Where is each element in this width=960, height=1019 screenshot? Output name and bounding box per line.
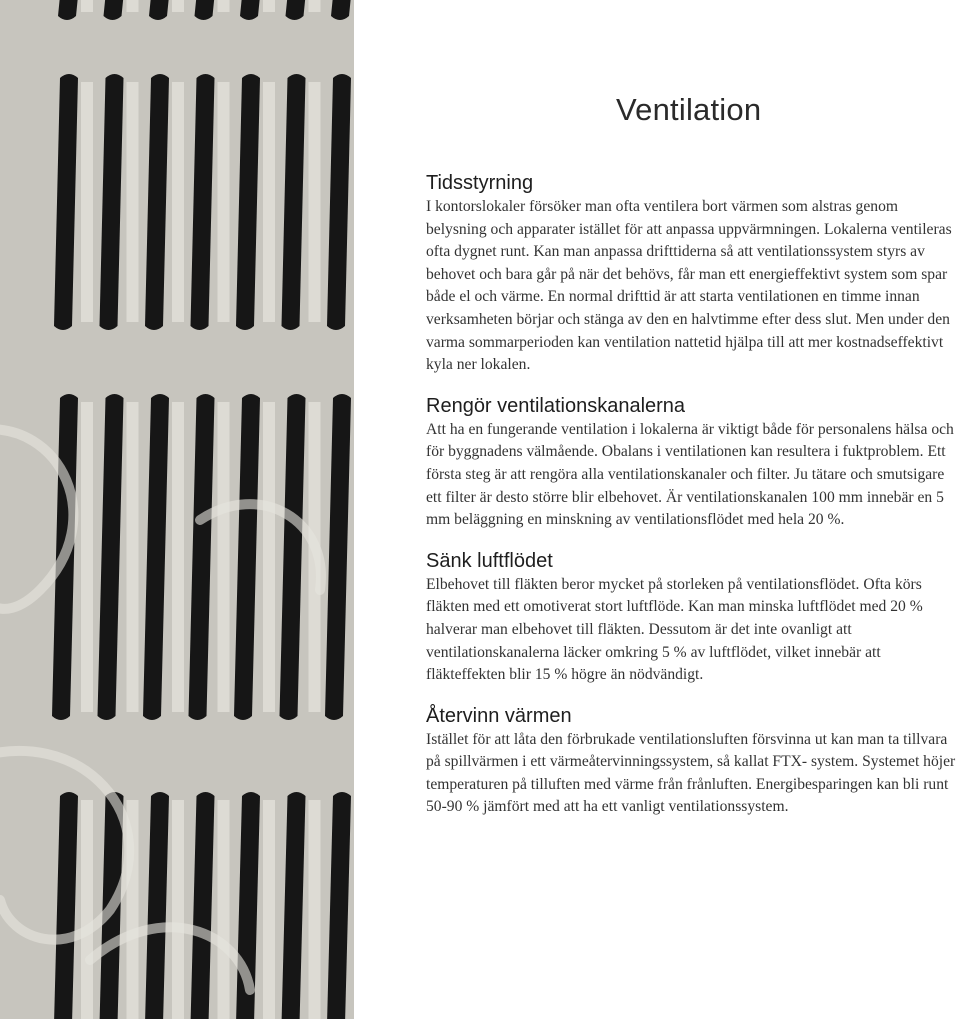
page-title: Ventilation: [616, 92, 762, 127]
grille-illustration: [0, 0, 354, 1019]
slot-highlight: [263, 800, 275, 1019]
article-content: [426, 170, 960, 835]
slot-highlight: [81, 402, 93, 712]
slot-highlight: [172, 82, 184, 322]
section-heading: Återvinn värmen: [426, 704, 572, 727]
slot-highlight: [172, 800, 184, 1019]
slot-highlight: [172, 0, 184, 12]
slot-highlight: [81, 82, 93, 322]
section-body: Elbehovet till fläkten beror mycket på storleken på ventilationsflödet. Ofta körs fläkten med ett omotiverat stort luftflöde. Kan man minska luftflödet med 20 % halverar man elbehovet till fläkten. Dessutom är det inte ovanligt att ventilationskanalerna läcker omkring 5 % av luftflödet, vilket innebär att fläkteffekten blir 15 % högre än nödvändigt.: [426, 575, 923, 684]
slot-highlight: [218, 82, 230, 322]
section-heading: Tidsstyrning: [426, 172, 534, 194]
section-body: Att ha en fungerande ventilation i lokalerna är viktigt både för personalens hälsa och för byggnadens välmående. Obalans i ventilationen kan resultera i fuktproblem. Ett första steg är att rengöra alla ventilationskanaler och filter. Ju tätare och smutsigare ett filter är desto större blir elbehovet. Är ventilationskanalen 100 mm innebär en 5 mm beläggning en minskning av ventilationsflödet med hela 20 %.: [426, 420, 954, 529]
slot-highlight: [263, 402, 275, 712]
slot-highlight: [127, 82, 139, 322]
slot-highlight: [172, 402, 184, 712]
section-body: Istället för att låta den förbrukade ventilationsluften försvinna ut kan man ta tillvara på spillvärmen i ett värmeåtervinningssystem, så kallat FTX- system. Systemet höjer temperaturen på tilluften med värme från frånluften. Energibesparingen kan bli runt 50-90 % jämfört med att ha ett vanligt ventilationssystem.: [426, 730, 956, 816]
slot-highlight: [127, 0, 139, 12]
slot-highlight: [309, 82, 321, 322]
section-rengor: [426, 393, 960, 532]
slot-highlight: [81, 800, 93, 1019]
slot-highlight: [218, 402, 230, 712]
slot-highlight: [309, 0, 321, 12]
slot-highlight: [218, 0, 230, 12]
slot-highlight: [263, 82, 275, 322]
section-body: I kontorslokaler försöker man ofta ventilera bort värmen som alstras genom belysning och apparater istället för att anpassa uppvärmningen. Lokalerna ventileras ofta dygnet runt. Kan man anpassa drifttiderna så att ventilationssystem styrs av behovet och bara går på när det behövs, får man ett energieffektivt system som spar både el och värme. En normal drifttid är att starta ventilationen en timme innan verksamheten börjar och stänga av den en halvtimme efter dess slut. Men under den varma sommarperioden kan ventilation nattetid hjälpa till att mer kostnadseffektivt kyla ner lokalen.: [426, 198, 952, 374]
section-atervinn: [426, 703, 960, 819]
section-tidsstyrning: [426, 170, 960, 377]
slot-highlight: [218, 800, 230, 1019]
slot-highlight: [263, 0, 275, 12]
section-heading: Rengör ventilationskanalerna: [426, 394, 686, 417]
slot-highlight: [81, 0, 93, 12]
ventilation-grille-photo: [0, 0, 354, 1019]
section-sank-luftflodet: [426, 548, 960, 687]
section-heading: Sänk luftflödet: [426, 549, 553, 572]
slot-highlight: [309, 800, 321, 1019]
slot-highlight: [127, 402, 139, 712]
